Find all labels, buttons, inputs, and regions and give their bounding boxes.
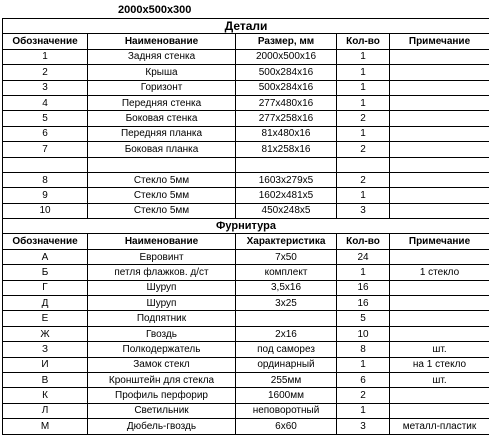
table-cell: петля флажков. д/ст <box>88 265 236 280</box>
table-cell <box>390 311 489 326</box>
table-cell: 255мм <box>236 372 337 387</box>
table-cell: 5 <box>3 111 88 126</box>
column-header: Характеристика <box>236 234 337 249</box>
table-cell: неповоротный <box>236 403 337 418</box>
table-cell: Профиль перфорир <box>88 388 236 403</box>
table-cell: 277x480x16 <box>236 95 337 110</box>
table-cell: Е <box>3 311 88 326</box>
table-row <box>3 265 489 280</box>
table-cell <box>236 157 337 172</box>
table-cell: Дюбель-гвоздь <box>88 419 236 434</box>
table-cell: 10 <box>337 326 390 341</box>
table-cell <box>3 157 88 172</box>
table-row <box>3 142 489 157</box>
spec-table-body <box>3 19 489 435</box>
column-header: Кол-во <box>337 34 390 49</box>
table-cell: 1 <box>337 65 390 80</box>
table-cell: Б <box>3 265 88 280</box>
table-cell <box>390 203 489 218</box>
table-cell <box>390 249 489 264</box>
table-cell <box>390 188 489 203</box>
table-cell <box>390 157 489 172</box>
table-cell: 9 <box>3 188 88 203</box>
table-cell: 3x25 <box>236 296 337 311</box>
column-header: Обозначение <box>3 234 88 249</box>
table-cell: Стекло 5мм <box>88 188 236 203</box>
table-cell: Задняя стенка <box>88 49 236 64</box>
table-cell: 4 <box>3 95 88 110</box>
table-cell <box>390 111 489 126</box>
table-cell: 8 <box>3 172 88 187</box>
table-cell: Горизонт <box>88 80 236 95</box>
table-cell <box>390 80 489 95</box>
table-row <box>3 249 489 264</box>
table-row <box>3 403 489 418</box>
column-header: Наименование <box>88 234 236 249</box>
table-cell: 1603x279x5 <box>236 172 337 187</box>
table-cell: 1600мм <box>236 388 337 403</box>
table-row <box>3 296 489 311</box>
table-cell: 6 <box>3 126 88 141</box>
table-cell: 277x258x16 <box>236 111 337 126</box>
table-cell: ординарный <box>236 357 337 372</box>
table-cell <box>390 95 489 110</box>
table-cell: под саморез <box>236 342 337 357</box>
column-header: Наименование <box>88 34 236 49</box>
table-cell: А <box>3 249 88 264</box>
table-cell: на 1 стекло <box>390 357 489 372</box>
hardware-column-headers <box>3 234 489 249</box>
table-cell: шт. <box>390 342 489 357</box>
table-cell: 2 <box>3 65 88 80</box>
table-cell: Стекло 5мм <box>88 203 236 218</box>
table-cell: 2x16 <box>236 326 337 341</box>
table-cell <box>390 142 489 157</box>
hardware-section-title: Фурнитура <box>3 219 489 234</box>
table-cell: 1 <box>337 265 390 280</box>
column-header: Примечание <box>390 34 489 49</box>
table-row <box>3 111 489 126</box>
column-header: Обозначение <box>3 34 88 49</box>
parts-section-title: Детали <box>3 19 489 34</box>
table-cell <box>390 388 489 403</box>
table-cell: 7 <box>3 142 88 157</box>
table-row <box>3 388 489 403</box>
table-row <box>3 357 489 372</box>
table-cell: 81x480x16 <box>236 126 337 141</box>
column-header: Размер, мм <box>236 34 337 49</box>
table-cell: Шуруп <box>88 280 236 295</box>
table-cell: Ж <box>3 326 88 341</box>
table-cell: 24 <box>337 249 390 264</box>
table-cell: комплект <box>236 265 337 280</box>
document-title: 2000x500x300 <box>0 2 489 18</box>
table-cell: Подпятник <box>88 311 236 326</box>
table-cell <box>390 65 489 80</box>
table-cell <box>390 296 489 311</box>
table-cell: 6 <box>337 372 390 387</box>
table-row <box>3 372 489 387</box>
table-cell: 16 <box>337 296 390 311</box>
table-cell: Г <box>3 280 88 295</box>
table-cell: 2 <box>337 388 390 403</box>
table-cell: Передняя планка <box>88 126 236 141</box>
table-cell: 16 <box>337 280 390 295</box>
table-cell: 8 <box>337 342 390 357</box>
table-cell: 3 <box>337 203 390 218</box>
spec-table <box>2 18 489 435</box>
table-cell: Полкодержатель <box>88 342 236 357</box>
table-row <box>3 203 489 218</box>
table-cell: Гвоздь <box>88 326 236 341</box>
parts-column-headers <box>3 34 489 49</box>
table-cell: И <box>3 357 88 372</box>
column-header: Кол-во <box>337 234 390 249</box>
table-cell: Кронштейн для стекла <box>88 372 236 387</box>
table-cell: 5 <box>337 311 390 326</box>
table-row <box>3 126 489 141</box>
column-header: Примечание <box>390 234 489 249</box>
table-cell: 1 <box>337 95 390 110</box>
parts-section-header <box>3 19 489 34</box>
table-cell: В <box>3 372 88 387</box>
table-cell: Боковая стенка <box>88 111 236 126</box>
table-cell: шт. <box>390 372 489 387</box>
table-cell <box>88 157 236 172</box>
table-cell: Л <box>3 403 88 418</box>
table-row <box>3 311 489 326</box>
table-cell: 1 <box>337 49 390 64</box>
table-row <box>3 326 489 341</box>
table-cell: 500x284x16 <box>236 65 337 80</box>
table-cell: 81x258x16 <box>236 142 337 157</box>
table-cell: 7x50 <box>236 249 337 264</box>
table-cell <box>390 126 489 141</box>
table-cell: М <box>3 419 88 434</box>
hardware-section-header <box>3 219 489 234</box>
table-cell: 450x248x5 <box>236 203 337 218</box>
table-cell: 1602x481x5 <box>236 188 337 203</box>
table-cell <box>236 311 337 326</box>
table-cell: 2 <box>337 111 390 126</box>
table-cell: Д <box>3 296 88 311</box>
table-row <box>3 280 489 295</box>
table-cell: Евровинт <box>88 249 236 264</box>
table-cell: Светильник <box>88 403 236 418</box>
table-cell: З <box>3 342 88 357</box>
table-row <box>3 80 489 95</box>
table-cell: Крыша <box>88 65 236 80</box>
table-cell: 500x284x16 <box>236 80 337 95</box>
table-cell: 2 <box>337 142 390 157</box>
table-cell: 2000x500x16 <box>236 49 337 64</box>
table-cell: 1 стекло <box>390 265 489 280</box>
table-cell: Передняя стенка <box>88 95 236 110</box>
table-cell: 1 <box>337 126 390 141</box>
table-cell: 10 <box>3 203 88 218</box>
table-cell: 1 <box>3 49 88 64</box>
table-cell: металл-пластик <box>390 419 489 434</box>
table-cell <box>390 172 489 187</box>
table-cell <box>337 157 390 172</box>
table-cell: Стекло 5мм <box>88 172 236 187</box>
table-cell: Замок стекл <box>88 357 236 372</box>
table-cell: 3 <box>337 419 390 434</box>
table-cell <box>390 49 489 64</box>
table-row <box>3 65 489 80</box>
table-cell: К <box>3 388 88 403</box>
table-cell: 1 <box>337 357 390 372</box>
table-cell <box>390 403 489 418</box>
table-cell: 6x60 <box>236 419 337 434</box>
table-cell: 3,5x16 <box>236 280 337 295</box>
table-cell: 1 <box>337 80 390 95</box>
table-row <box>3 95 489 110</box>
table-row <box>3 157 489 172</box>
table-cell: Боковая планка <box>88 142 236 157</box>
table-row <box>3 172 489 187</box>
table-cell: 3 <box>3 80 88 95</box>
table-row <box>3 342 489 357</box>
table-cell <box>390 280 489 295</box>
table-cell: Шуруп <box>88 296 236 311</box>
table-row <box>3 49 489 64</box>
table-cell: 2 <box>337 172 390 187</box>
table-cell <box>390 326 489 341</box>
table-cell: 1 <box>337 403 390 418</box>
table-row <box>3 188 489 203</box>
table-cell: 1 <box>337 188 390 203</box>
